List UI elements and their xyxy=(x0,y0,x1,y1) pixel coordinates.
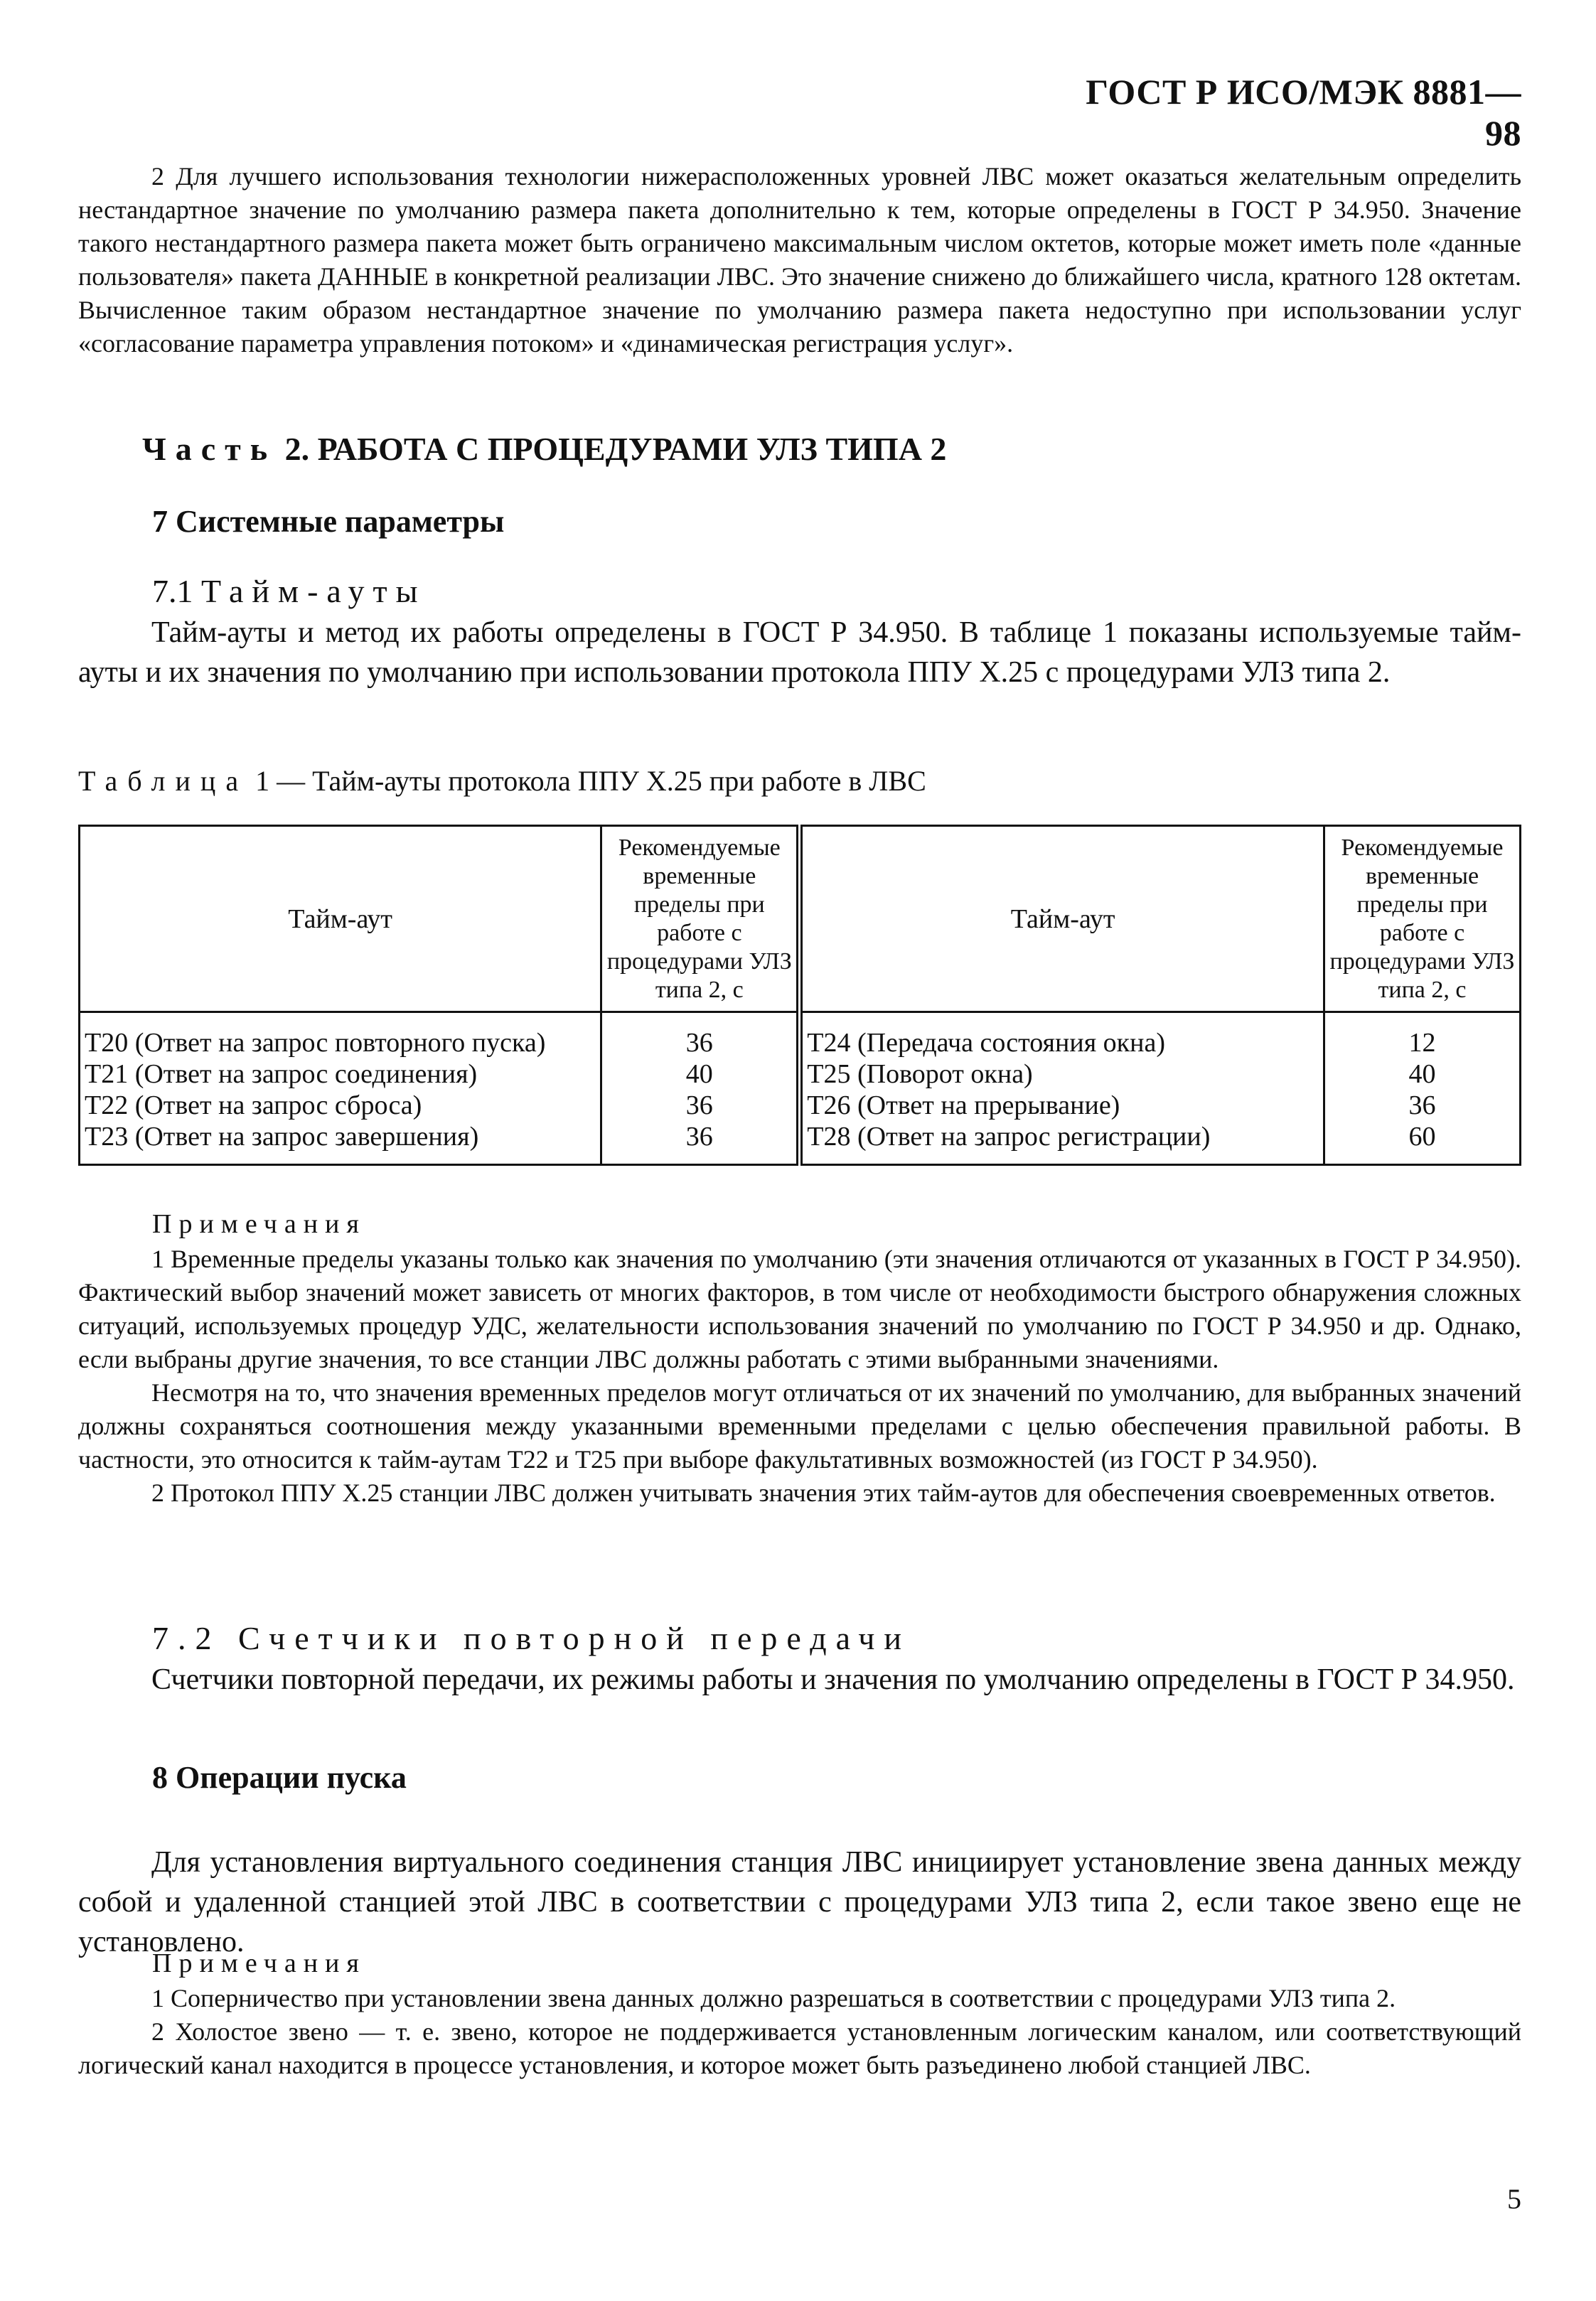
timeout-name: Т26 (Ответ на прерывание) xyxy=(800,1090,1324,1121)
part-heading xyxy=(142,430,1422,468)
timeout-value: 36 xyxy=(601,1121,800,1165)
subsection-7-1-paragraph: Тайм-ауты и метод их работы определены в ГОСТ Р 34.950. В таблице 1 показаны используемые тайм-ауты и их значения по умолчанию при использовании протокола ППУ Х.25 с процедурами УЛЗ типа 2. xyxy=(78,616,1521,689)
timeout-name: Т24 (Передача состояния окна) xyxy=(800,1012,1324,1059)
timeout-value: 40 xyxy=(601,1058,800,1090)
timeout-value: 36 xyxy=(601,1012,800,1059)
note-item: 2 Холостое звено — т. е. звено, которое не поддерживается установленным логическим каналом, или соответствующий логический канал находится в процессе установления, и которое может быть разъединено любой станцией ЛВС. xyxy=(78,2017,1521,2079)
document-header-title: ГОСТ Р ИСО/МЭК 8881—98 xyxy=(1086,72,1521,153)
timeouts-table xyxy=(78,825,1521,1166)
subsection-7-2-heading xyxy=(152,1619,911,1657)
notes-2-label: Примечания xyxy=(152,1948,366,1978)
subsection-7-2-paragraph: Счетчики повторной передачи, их режимы работы и значения по умолчанию определены в ГОСТ Р 34.950. xyxy=(151,1663,1515,1696)
subsection-7-2-title: Счетчики повторной передачи xyxy=(238,1620,911,1656)
table-row xyxy=(80,1090,1521,1121)
header-timeout-right: Тайм-аут xyxy=(800,826,1324,1012)
part-title: 2. РАБОТА С ПРОЦЕДУРАМИ УЛЗ ТИПА 2 xyxy=(284,431,947,467)
notes-1-body xyxy=(78,1243,1521,1510)
subsection-7-1-heading xyxy=(152,572,427,610)
note-item: Несмотря на то, что значения временных пределов могут отличаться от их значений по умолчанию, для выбранных значений должны сохраняться соотношения между указанными временными пределами с целью обеспечения правильной работы. В частности, это относится к тайм-аутам Т22 и Т25 при выборе факультативных возможностей (из ГОСТ Р 34.950). xyxy=(78,1378,1521,1474)
section-7-heading: 7 Системные параметры xyxy=(152,504,505,539)
table-caption-text: 1 — Тайм-ауты протокола ППУ Х.25 при работе в ЛВС xyxy=(255,765,926,797)
timeout-name: Т23 (Ответ на запрос завершения) xyxy=(80,1121,601,1165)
timeout-name: Т20 (Ответ на запрос повторного пуска) xyxy=(80,1012,601,1059)
note-item: 2 Протокол ППУ Х.25 станции ЛВС должен учитывать значения этих тайм-аутов для обеспечения своевременных ответов. xyxy=(151,1479,1496,1507)
part-word: Часть xyxy=(142,431,277,467)
timeout-name: Т25 (Поворот окна) xyxy=(800,1058,1324,1090)
note-item: 1 Соперничество при установлении звена данных должно разрешаться в соответствии с процедурами УЛЗ типа 2. xyxy=(151,1984,1396,2012)
header-value-left: Рекомендуемые временные пределы при работе с процедурами УЛЗ типа 2, с xyxy=(601,826,800,1012)
timeout-name: Т28 (Ответ на запрос регистрации) xyxy=(800,1121,1324,1165)
table-caption-lead: Таблица xyxy=(78,765,249,797)
page-number: 5 xyxy=(1507,2183,1521,2215)
note-item: 1 Временные пределы указаны только как значения по умолчанию (эти значения отличаются от указанных в ГОСТ Р 34.950). Фактический выбор значений может зависеть от многих факторов, в том числе от необходимости быстрого обнаружения сложных ситуаций, используемых процедур УДС, желательности использования значений по умолчанию по ГОСТ Р 34.950 и др. Однако, если выбраны другие значения, то все станции ЛВС должны работать с этими выбранными значениями. xyxy=(78,1245,1521,1373)
timeout-name: Т22 (Ответ на запрос сброса) xyxy=(80,1090,601,1121)
header-timeout-left: Тайм-аут xyxy=(80,826,601,1012)
table-row xyxy=(80,1121,1521,1165)
subsection-7-2-number: 7.2 xyxy=(152,1620,221,1656)
timeout-value: 36 xyxy=(601,1090,800,1121)
table-header-row xyxy=(80,826,1521,1012)
subsection-7-1-title: Тайм-ауты xyxy=(201,573,427,609)
timeout-value: 40 xyxy=(1324,1058,1520,1090)
notes-1-label: Примечания xyxy=(152,1209,366,1239)
table-caption xyxy=(78,764,1521,798)
subsection-7-1-number: 7.1 xyxy=(152,573,193,609)
section-8-heading: 8 Операции пуска xyxy=(152,1760,407,1795)
timeout-value: 36 xyxy=(1324,1090,1520,1121)
notes-2-body xyxy=(78,1982,1521,2082)
timeout-name: Т21 (Ответ на запрос соединения) xyxy=(80,1058,601,1090)
intro-note-paragraph: 2 Для лучшего использования технологии нижерасположенных уровней ЛВС может оказаться желательным определить нестандартное значение по умолчанию размера пакета дополнительно к тем, которые определены в ГОСТ Р 34.950. Значение такого нестандартного размера пакета может быть ограничено максимальным числом октетов, которые может иметь поле «данные пользователя» пакета ДАННЫЕ в конкретной реализации ЛВС. Это значение снижено до ближайшего числа, кратного 128 октетам. Вычисленное таким образом нестандартное значение по умолчанию размера пакета недоступно при использовании услуг «согласование параметра управления потоком» и «динамическая регистрация услуг». xyxy=(78,162,1521,358)
header-value-right: Рекомендуемые временные пределы при работе с процедурами УЛЗ типа 2, с xyxy=(1324,826,1520,1012)
timeout-value: 12 xyxy=(1324,1012,1520,1059)
section-8-paragraph: Для установления виртуального соединения станция ЛВС инициирует установление звена данных между собой и удаленной станцией этой ЛВС в соответствии с процедурами УЛЗ типа 2, если такое звено еще не установлено. xyxy=(78,1846,1521,1958)
table-row xyxy=(80,1058,1521,1090)
table-row xyxy=(80,1012,1521,1059)
timeout-value: 60 xyxy=(1324,1121,1520,1165)
